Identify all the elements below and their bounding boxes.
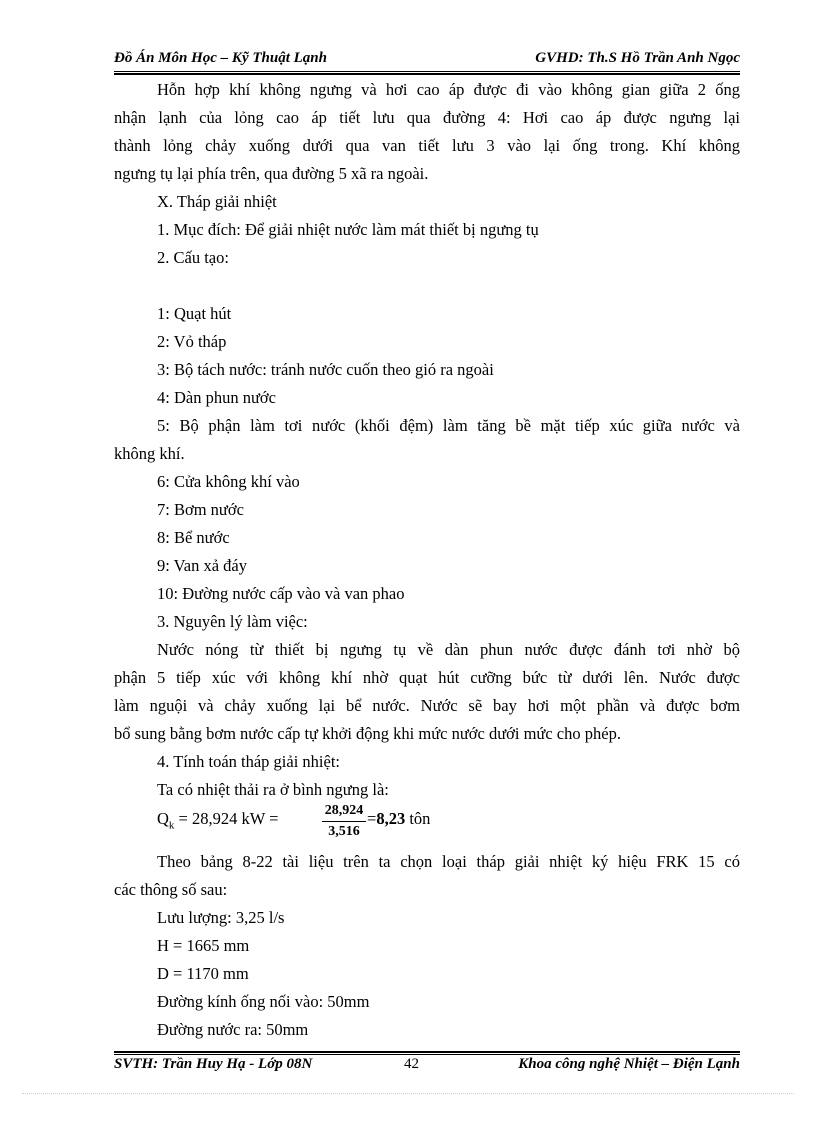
formula-result: =8,23 tôn <box>367 809 431 828</box>
paragraph-line: Theo bảng 8-22 tài liệu trên ta chọn loại tháp giải nhiệt ký hiệu FRK 15 có <box>157 852 740 871</box>
spec-item: D = 1170 mm <box>157 964 249 983</box>
purpose-line: 1. Mục đích: Để giải nhiệt nước làm mát thiết bị ngưng tụ <box>157 220 539 239</box>
paragraph-line: bổ sung bằng bơm nước cấp tự khởi động khi mức nước dưới mức cho phép. <box>114 724 621 743</box>
page-number: 42 <box>404 1056 419 1072</box>
formula-lhs: $Q_k = 28,924$ kW = <box>157 809 279 832</box>
paragraph-line: các thông số sau: <box>114 880 228 899</box>
paragraph-line: làm nguội và chảy xuống lại bể nước. Nước sẽ bay hơi một phần và được bơm <box>114 696 740 715</box>
list-item: 1: Quạt hút <box>157 304 232 323</box>
header-supervisor: GVHD: Th.S Hồ Trần Anh Ngọc <box>535 50 740 66</box>
footer-divider <box>114 1051 740 1055</box>
page-body <box>114 76 740 804</box>
formula-fraction <box>322 801 366 842</box>
header-divider <box>114 71 740 75</box>
page-header <box>114 48 740 70</box>
fraction-denominator: 3,516 <box>328 824 360 839</box>
paragraph-line: thành lỏng chảy xuống dưới qua van tiết lưu 3 vào lại ống trong. Khí không <box>114 136 740 155</box>
list-item-continuation: không khí. <box>114 444 185 463</box>
footer-department: Khoa công nghệ Nhiệt – Điện Lạnh <box>518 1056 740 1072</box>
spec-item: Đường nước ra: 50mm <box>157 1020 309 1039</box>
blank-line <box>114 272 740 300</box>
paragraph-line: Hỗn hợp khí không ngưng và hơi cao áp được đi vào không gian giữa 2 ống <box>157 80 740 99</box>
list-item: 9: Van xả đáy <box>157 556 247 575</box>
list-item: 6: Cửa không khí vào <box>157 472 300 491</box>
structure-heading: 2. Cấu tạo: <box>157 248 229 267</box>
fraction-numerator: 28,924 <box>322 801 366 822</box>
paragraph-line: phận 5 tiếp xúc với không khí nhờ quạt hút cưỡng bức từ dưới lên. Nước được <box>114 668 740 687</box>
paragraph-line: ngưng tụ lại phía trên, qua đường 5 xã ra ngoài. <box>114 164 429 183</box>
page-body-continued <box>114 848 740 1044</box>
footer-student: SVTH: Trần Huy Hạ - Lớp 08N <box>114 1056 313 1072</box>
list-item: 10: Đường nước cấp vào và van phao <box>157 584 405 603</box>
page-footer <box>114 1056 740 1078</box>
paragraph-line: Nước nóng từ thiết bị ngưng tụ về dàn phun nước được đánh tơi nhờ bộ <box>157 640 740 659</box>
spec-item: Đường kính ống nối vào: 50mm <box>157 992 370 1011</box>
header-course-title: Đồ Án Môn Học – Kỹ Thuật Lạnh <box>114 50 327 66</box>
list-item: 4: Dàn phun nước <box>157 388 276 407</box>
spec-item: H = 1665 mm <box>157 936 250 955</box>
spec-item: Lưu lượng: 3,25 l/s <box>157 908 285 927</box>
calc-heading: 4. Tính toán tháp giải nhiệt: <box>157 752 340 771</box>
list-item: 2: Vỏ tháp <box>157 332 227 351</box>
list-item: 7: Bơm nước <box>157 500 244 519</box>
heat-line: Ta có nhiệt thải ra ở bình ngưng là: <box>157 780 389 799</box>
paragraph-line: nhận lạnh của lỏng cao áp tiết lưu qua đường 4: Hơi cao áp được ngưng lại <box>114 108 740 127</box>
principle-heading: 3. Nguyên lý làm việc: <box>157 612 308 631</box>
list-item: 8: Bể nước <box>157 528 230 547</box>
page-edge-dotted-line <box>22 1093 794 1094</box>
list-item: 5: Bộ phận làm tơi nước (khối đệm) làm tăng bề mặt tiếp xúc giữa nước và <box>157 416 740 435</box>
section-heading: X. Tháp giải nhiệt <box>157 192 277 211</box>
list-item: 3: Bộ tách nước: tránh nước cuốn theo gió ra ngoài <box>157 360 494 379</box>
